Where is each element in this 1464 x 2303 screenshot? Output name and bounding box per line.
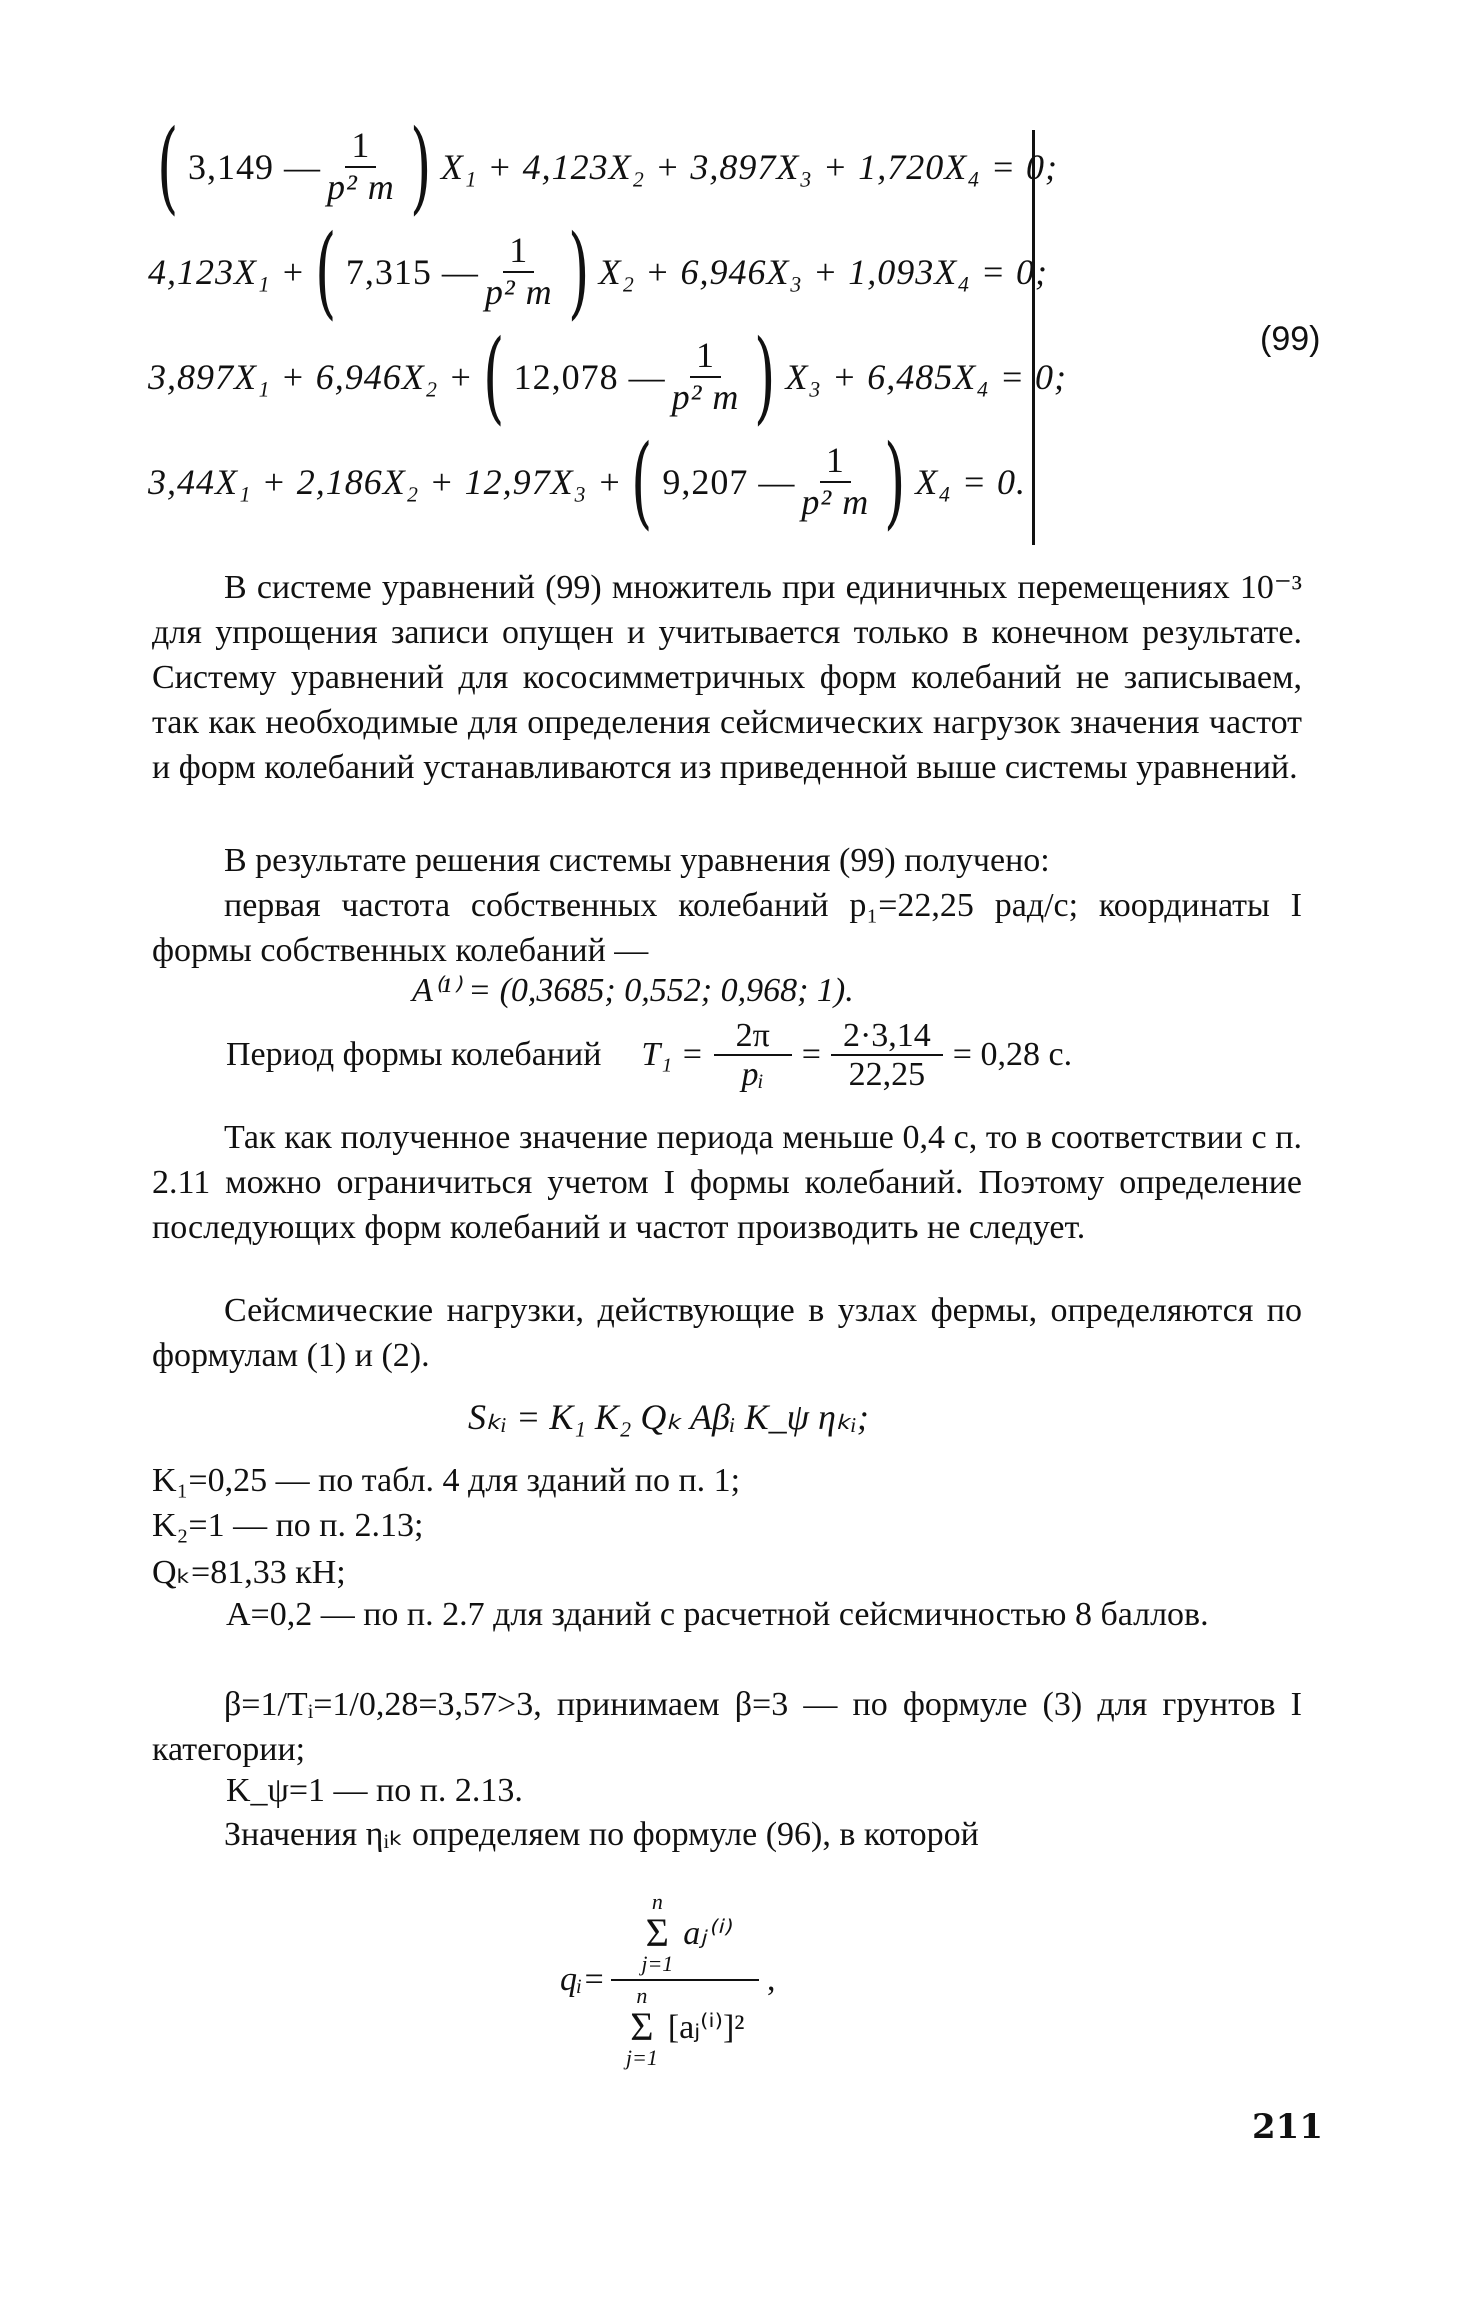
equation-line: 3,44X₁ + 2,186X₂ + 12,97X₃ + ( 9,207 — $\frac{1}{\text{p² m}}$ ) X₄ = 0. bbox=[148, 423, 1027, 540]
numerator: n Σ j=1 aⱼ⁽ⁱ⁾ bbox=[611, 1891, 759, 1981]
fraction: $\frac{1}{\text{p² m}}$ bbox=[484, 230, 553, 312]
equation-system bbox=[148, 108, 1298, 552]
formula-S: Sₖᵢ = K₁ K₂ Qₖ Aβᵢ K_ψ ηₖᵢ; bbox=[468, 1397, 869, 1437]
paragraph: В системе уравнений (99) множитель при единичных перемещениях 10⁻³ для упрощения записи опущен и учитывается только в конечном результате. Систему уравнений для кососимметричных форм колебаний не записываем, так как необходимые для определения сейсмических нагрузок значения частот и форм колебаний устанавливаются из приведенной выше системы уравнений. bbox=[152, 569, 1302, 786]
fraction: $\frac{2\pi}{\text{pᵢ}}$ bbox=[714, 1017, 792, 1094]
fraction bbox=[611, 1891, 759, 2069]
list-item: K₂=1 — по п. 2.13; bbox=[152, 1507, 424, 1544]
paragraph: β=1/Tᵢ=1/0,28=3,57>3, принимаем β=3 — по формуле (3) для грунтов I категории; bbox=[152, 1686, 1302, 1768]
fraction: $\frac{2\cdot 3,14}{22,25}$ bbox=[831, 1017, 943, 1094]
fraction: $\frac{1}{\text{p² m}}$ bbox=[671, 335, 740, 417]
sum-symbol: n Σ j=1 bbox=[625, 1983, 658, 2070]
list-item: Qₖ=81,33 кН; bbox=[152, 1554, 346, 1591]
list-item: K₁=0,25 — по табл. 4 для зданий по п. 1; bbox=[152, 1462, 741, 1499]
system-brace bbox=[1032, 130, 1055, 545]
paragraph: Сейсмические нагрузки, действующие в узлах фермы, определяются по формулам (1) и (2). bbox=[152, 1292, 1302, 1374]
equation-number: (99) bbox=[1260, 320, 1321, 358]
sum-symbol: n Σ j=1 bbox=[641, 1889, 674, 1976]
list-item: K_ψ=1 — по п. 2.13. bbox=[226, 1772, 523, 1809]
vector-line: A⁽¹⁾ = (0,3685; 0,552; 0,968; 1). bbox=[412, 972, 854, 1009]
denominator: n Σ j=1 [aⱼ⁽ⁱ⁾]² bbox=[625, 1983, 745, 2070]
formula-q: qᵢ= n Σ j=1 aⱼ⁽ⁱ⁾ n Σ j=1 [aⱼ⁽ⁱ⁾]² , bbox=[560, 1889, 776, 2070]
equation-line: ( 3,149 — $\frac{1}{\text{p² m}}$ ) X₁ + 4,123X₂ + 3,897X₃ + 1,720X₄ = 0; bbox=[157, 108, 1059, 225]
fraction: $\frac{1}{\text{p² m}}$ bbox=[327, 125, 395, 207]
paragraph: A=0,2 — по п. 2.7 для зданий с расчетной сейсмичностью 8 баллов. bbox=[226, 1596, 1209, 1633]
equation-line: 3,897X₁ + 6,946X₂ + ( 12,078 — $\frac{1}{\text{p² m}}$ ) X₃ + 6,485X₄ = 0; bbox=[148, 318, 1068, 435]
paragraph: Значения ηᵢₖ определяем по формуле (96), в которой bbox=[224, 1816, 979, 1853]
paragraph: В результате решения системы уравнения (99) получено: bbox=[224, 842, 1050, 879]
paragraph: первая частота собственных колебаний p₁=22,25 рад/с; координаты I формы собственных колебаний — bbox=[152, 887, 1302, 969]
equation-line: 4,123X₁ + ( 7,315 — $\frac{1}{\text{p² m}}$ ) X₂ + 6,946X₃ + 1,093X₄ = 0; bbox=[148, 213, 1049, 330]
fraction: $\frac{1}{\text{p² m}}$ bbox=[801, 440, 870, 522]
paragraph: Так как полученное значение периода меньше 0,4 с, то в соответствии с п. 2.11 можно ограничиться учетом I формы колебаний. Поэтому определение последующих форм колебаний и частот производить не следует. bbox=[152, 1119, 1302, 1246]
period-formula: Период формы колебаний T₁ = $\frac{2\pi}{\text{pᵢ}}$ = $\frac{2\cdot 3,14}{22,25}$ = 0,28 с. bbox=[226, 1016, 1073, 1093]
page-number: 211 bbox=[1252, 2107, 1323, 2147]
